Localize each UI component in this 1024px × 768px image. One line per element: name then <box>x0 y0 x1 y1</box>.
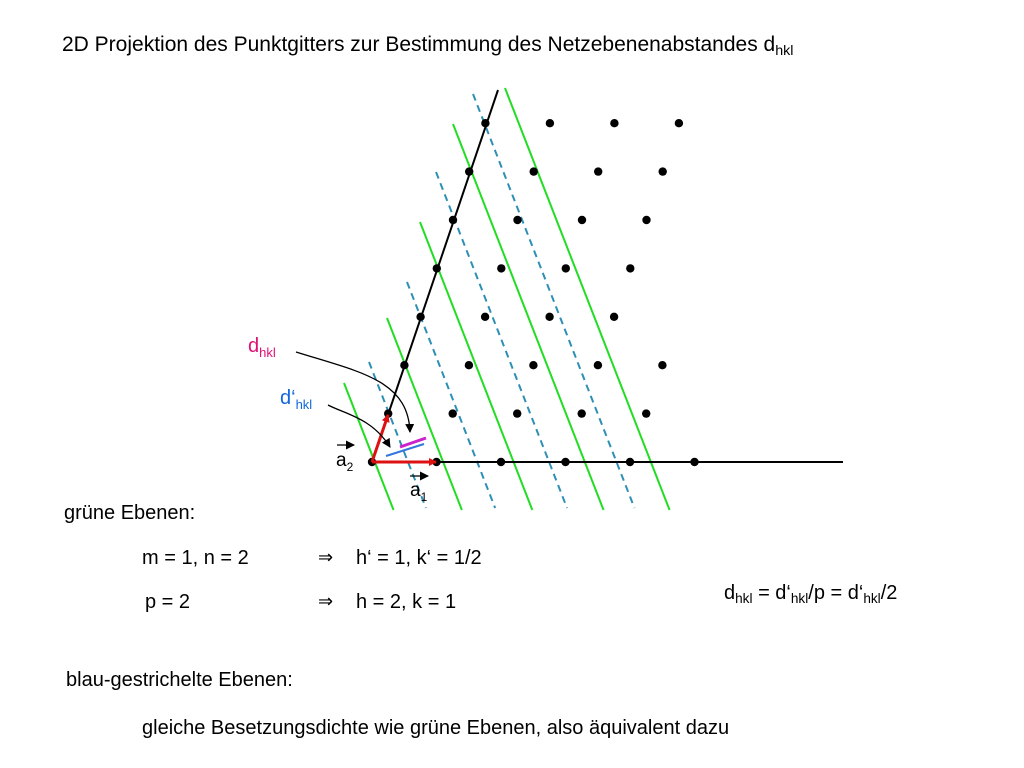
lattice-points <box>368 119 699 466</box>
lattice-point <box>481 119 489 127</box>
green-planes-line1-right: h‘ = 1, k‘ = 1/2 <box>356 547 482 569</box>
lattice-point <box>545 313 553 321</box>
lattice-point <box>610 119 618 127</box>
implies-arrow-1: ⇒ <box>318 547 334 568</box>
lattice-point <box>610 313 618 321</box>
lattice-point <box>513 409 521 417</box>
lattice-point <box>578 409 586 417</box>
green-plane-line <box>453 124 604 510</box>
lattice-point <box>594 167 602 175</box>
lattice-point <box>642 216 650 224</box>
lattice-point <box>690 458 698 466</box>
lattice-point <box>594 361 602 369</box>
lattice-point <box>433 264 441 272</box>
lattice-point <box>530 167 538 175</box>
d-hkl-marker <box>400 438 426 447</box>
lattice-point <box>626 264 634 272</box>
lattice-point <box>675 119 683 127</box>
green-plane-line <box>505 88 670 510</box>
blue-planes-heading: blau-gestrichelte Ebenen: <box>66 669 293 691</box>
lattice-point <box>626 458 634 466</box>
blue-dashed-planes <box>369 94 634 508</box>
lattice-axis-a2-edge <box>372 90 498 462</box>
green-plane-line <box>344 383 394 510</box>
lattice-point <box>659 167 667 175</box>
lattice-point <box>546 119 554 127</box>
lattice-point <box>449 409 457 417</box>
lattice-point <box>465 167 473 175</box>
d-hkl-formula: $d_{hkl}$ = $d‘_{hkl}/p$ = $d‘_{hkl}/2$ <box>724 582 898 606</box>
d-prime-hkl-label: $d‘_{hkl}$ <box>280 387 313 412</box>
lattice-point <box>497 264 505 272</box>
a1-label: $a_1$ <box>410 480 428 504</box>
implies-arrow-2: ⇒ <box>318 591 334 612</box>
green-planes-line1-left: m = 1, n = 2 <box>142 547 249 569</box>
lattice-point <box>529 361 537 369</box>
lattice-point <box>562 264 570 272</box>
vector-a2 <box>372 415 388 462</box>
lattice-point <box>481 313 489 321</box>
lattice-point <box>497 458 505 466</box>
lattice-point <box>513 216 521 224</box>
lattice-point <box>561 458 569 466</box>
green-planes-heading: grüne Ebenen: <box>64 502 196 524</box>
green-planes <box>344 88 670 510</box>
blue-dashed-plane-line <box>473 94 634 508</box>
d-hkl-pointer <box>296 352 410 432</box>
d-hkl-label: $d_{hkl}$ <box>248 335 276 360</box>
lattice-point <box>578 216 586 224</box>
page-title: 2D Projektion des Punktgitters zur Bestimmung des Netzebenenabstandes $d_{hkl}$ <box>62 33 794 59</box>
lattice-point <box>449 216 457 224</box>
green-planes-line2-right: h = 2, k = 1 <box>356 591 457 613</box>
blue-planes-description: gleiche Besetzungsdichte wie grüne Ebenen, also äquivalent dazu <box>142 717 730 739</box>
green-planes-line2-left: p = 2 <box>145 591 191 613</box>
lattice-point <box>465 361 473 369</box>
lattice-point <box>658 361 666 369</box>
lattice-point <box>416 313 424 321</box>
a2-label: $a_2$ <box>336 450 354 474</box>
lattice-point <box>400 361 408 369</box>
lattice-point <box>642 409 650 417</box>
